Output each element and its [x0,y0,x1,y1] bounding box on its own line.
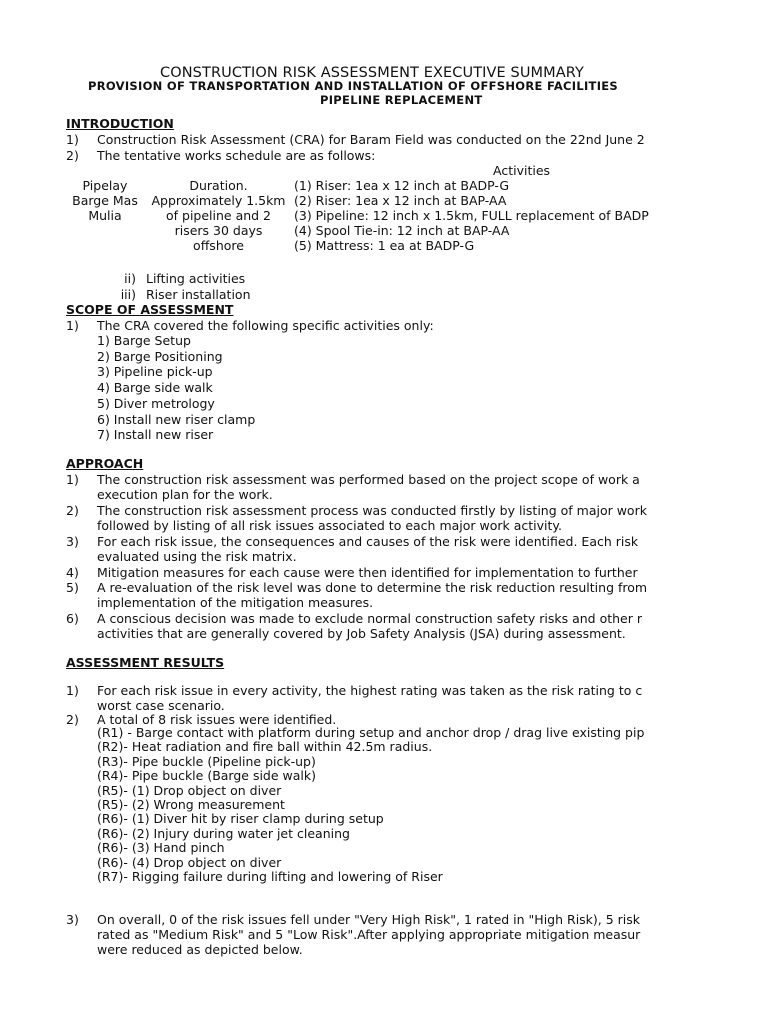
results-item-line: On overall, 0 of the risk issues fell under "Very High Risk", 1 rated in "High Risk), 5 risk [97,912,641,927]
document-title: CONSTRUCTION RISK ASSESSMENT EXECUTIVE SUMMARY [160,65,584,81]
risk-issue: (R6)- (2) Injury during water jet cleaning [97,825,350,841]
schedule-vessel-cell [60,178,150,223]
document-subtitle-line2: PIPELINE REPLACEMENT [320,93,483,107]
results-item-line: rated as "Medium Risk" and 5 "Low Risk".After applying appropriate mitigation measur [97,927,641,942]
risk-issue: (R2)- Heat radiation and fire ball within 42.5m radius. [97,739,433,755]
schedule-activity: (1) Riser: 1ea x 12 inch at BADP-G [294,178,510,193]
risk-issue-list [97,726,644,884]
risk-issue: (R1) - Barge contact with platform during setup and anchor drop / drag live existing pip [97,725,645,740]
approach-item-text [97,503,647,533]
results-item-1-number: 1) [66,683,79,698]
results-item-2-text: A total of 8 risk issues were identified. [97,712,337,727]
approach-item-line: The construction risk assessment was performed based on the project scope of work a [97,472,640,487]
approach-item-line: A conscious decision was made to exclude normal construction safety risks and other r [97,611,642,626]
approach-item-text [97,534,638,564]
schedule-activity: (5) Mattress: 1 ea at BADP-G [294,238,475,253]
schedule-vessel-line: Mulia [88,208,122,223]
risk-issue: (R3)- Pipe buckle (Pipeline pick-up) [97,753,316,769]
intro-subitem-iii-number: iii) [120,287,136,302]
intro-item-1-number: 1) [66,132,79,147]
scope-activity: 7) Install new riser [97,427,214,443]
approach-item-text [97,565,638,580]
results-item-line: For each risk issue in every activity, the highest rating was taken as the risk rating to c [97,683,643,698]
intro-subitem-iii-text: Riser installation [146,287,251,302]
scope-activity: 2) Barge Positioning [97,348,223,364]
approach-item-number: 4) [66,565,79,580]
results-item-line: were reduced as depicted below. [97,942,303,957]
schedule-duration-line: risers 30 days [174,223,263,238]
risk-issue: (R5)- (2) Wrong measurement [97,797,285,813]
results-heading: ASSESSMENT RESULTS [66,655,225,670]
approach-item-line: activities that are generally covered by Job Safety Analysis (JSA) during assessment. [97,626,626,641]
approach-item-text [97,580,647,610]
approach-item-number: 2) [66,503,79,518]
intro-subitem-ii-text: Lifting activities [146,271,246,286]
approach-item-line: Mitigation measures for each cause were then identified for implementation to further [97,565,638,580]
risk-issue: (R6)- (1) Diver hit by riser clamp during setup [97,811,384,827]
approach-item-number: 3) [66,534,79,549]
approach-item-line: followed by listing of all risk issues associated to each major work activity. [97,518,563,533]
results-item-3-number: 3) [66,912,79,927]
scope-intro-text: The CRA covered the following specific activities only: [97,318,434,333]
scope-activity-list [97,333,255,443]
document-subtitle-line1: PROVISION OF TRANSPORTATION AND INSTALLATION OF OFFSHORE FACILITIES [88,79,619,93]
approach-item-number: 1) [66,472,79,487]
approach-item-line: evaluated using the risk matrix. [97,549,297,564]
approach-item-line: For each risk issue, the consequences and causes of the risk were identified. Each risk [97,534,639,549]
risk-issue: (R7)- Rigging failure during lifting and lowering of Riser [97,869,443,885]
results-item-3-text [97,912,641,957]
scope-activity: 3) Pipeline pick-up [97,364,213,380]
approach-item-number: 5) [66,580,79,595]
risk-issue: (R5)- (1) Drop object on diver [97,782,282,798]
scope-activity: 6) Install new riser clamp [97,411,256,427]
approach-item-text [97,611,642,641]
schedule-duration-line: Duration. [189,178,248,193]
schedule-duration-line: Approximately 1.5km [151,193,286,208]
schedule-duration-cell [146,178,291,253]
schedule-activities-header: Activities [493,163,551,178]
intro-item-1-text: Construction Risk Assessment (CRA) for Baram Field was conducted on the 22nd June 2 [97,132,645,147]
approach-item-text [97,472,640,502]
schedule-duration-line: of pipeline and 2 [165,208,272,223]
risk-issue: (R6)- (4) Drop object on diver [97,854,282,870]
schedule-vessel-line: Barge Mas [72,193,138,208]
approach-item-line: implementation of the mitigation measures. [97,595,374,610]
risk-issue: (R6)- (3) Hand pinch [97,840,225,856]
approach-item-number: 6) [66,611,79,626]
schedule-activity: (3) Pipeline: 12 inch x 1.5km, FULL replacement of BADP [294,208,649,223]
scope-intro-number: 1) [66,318,79,333]
results-item-line: worst case scenario. [97,698,225,713]
risk-issue: (R4)- Pipe buckle (Barge side walk) [97,768,317,784]
schedule-activities-cell [294,178,649,253]
results-item-2-number: 2) [66,712,79,727]
approach-item-line: The construction risk assessment process was conducted firstly by listing of major work [97,503,647,518]
schedule-activity: (4) Spool Tie-in: 12 inch at BAP-AA [294,223,510,238]
intro-subitem-ii-number: ii) [124,271,136,286]
schedule-vessel-line: Pipelay [82,178,128,193]
scope-activity: 1) Barge Setup [97,333,191,348]
intro-item-2-text: The tentative works schedule are as follows: [97,148,376,163]
introduction-heading: INTRODUCTION [66,116,174,131]
approach-item-line: execution plan for the work. [97,487,273,502]
intro-item-2-number: 2) [66,148,79,163]
approach-item-line: A re-evaluation of the risk level was done to determine the risk reduction resulting from [97,580,648,595]
results-item-1-text [97,683,642,713]
schedule-duration-line: offshore [193,238,244,253]
approach-heading: APPROACH [66,456,144,471]
scope-activity: 5) Diver metrology [97,395,215,411]
scope-activity: 4) Barge side walk [97,380,213,396]
schedule-activity: (2) Riser: 1ea x 12 inch at BAP-AA [294,193,507,208]
scope-heading: SCOPE OF ASSESSMENT [66,302,234,317]
